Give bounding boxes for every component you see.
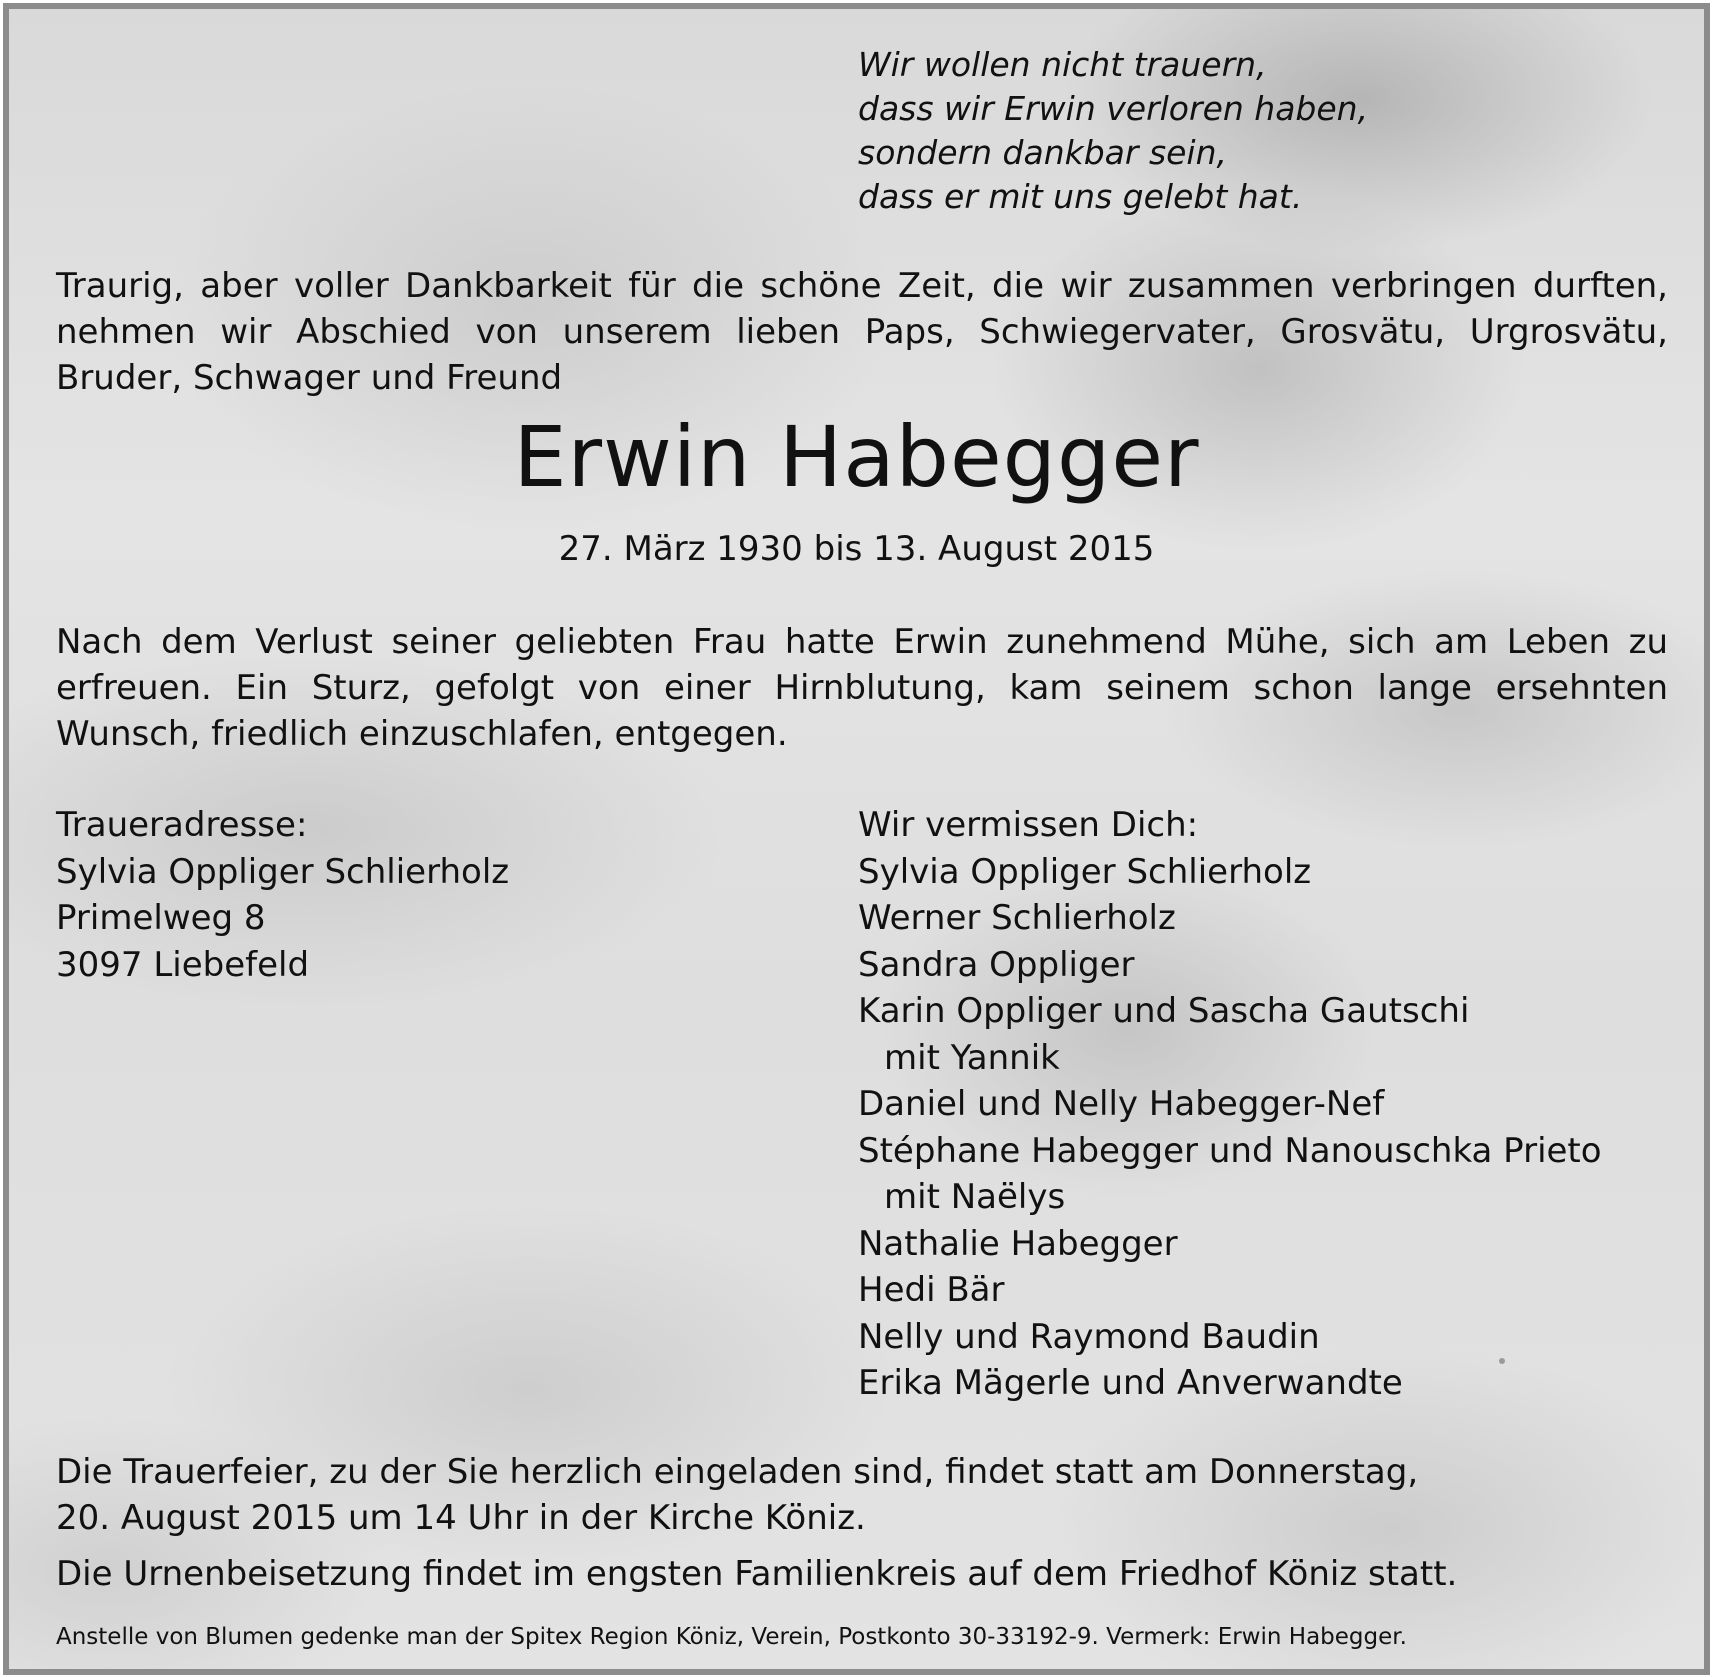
ceremony-paragraph bbox=[56, 1449, 1668, 1541]
life-dates: 27. März 1930 bis 13. August 2015 bbox=[558, 529, 1155, 569]
poem-line: sondern dankbar sein, bbox=[858, 133, 1228, 172]
donation-footnote: Anstelle von Blumen gedenke man der Spitex Region Köniz, Verein, Postkonto 30-33192-9. Vermerk: Erwin Habegger. bbox=[56, 1624, 1407, 1650]
poem-line: dass er mit uns gelebt hat. bbox=[858, 177, 1303, 216]
mourning-address bbox=[56, 802, 509, 988]
mourner-item: Sylvia Oppliger Schlierholz bbox=[858, 851, 1312, 892]
mourner-item: Sandra Oppliger bbox=[858, 944, 1135, 985]
mourner-item: mit Yannik bbox=[884, 1037, 1060, 1078]
mourner-item: Werner Schlierholz bbox=[858, 898, 1176, 938]
ceremony-line: 20. August 2015 um 14 Uhr in der Kirche Köniz. bbox=[56, 1498, 866, 1538]
story-paragraph: Nach dem Verlust seiner geliebten Frau hatte Erwin zunehmend Mühe, sich am Leben zu erfreuen. Ein Sturz, gefolgt von einer Hirnblutung, kam seinem schon lange ersehnten Wunsch, friedlich einzuschlafen, entgegen. bbox=[56, 622, 1668, 754]
mourner-item: Karin Oppliger und Sascha Gautschi bbox=[858, 991, 1470, 1031]
mourner-item: Erika Mägerle und Anverwandte bbox=[858, 1363, 1403, 1403]
address-line: 3097 Liebefeld bbox=[56, 944, 310, 985]
mourner-item: Daniel und Nelly Habegger-Nef bbox=[858, 1084, 1385, 1124]
mourner-item: Nathalie Habegger bbox=[858, 1223, 1178, 1264]
address-heading: Traueradresse: bbox=[56, 805, 308, 845]
address-line: Sylvia Oppliger Schlierholz bbox=[56, 851, 510, 892]
urn-paragraph: Die Urnenbeisetzung findet im engsten Familienkreis auf dem Friedhof Köniz statt. bbox=[56, 1554, 1458, 1594]
poem-line: Wir wollen nicht trauern, bbox=[858, 45, 1267, 84]
ceremony-line: Die Trauerfeier, zu der Sie herzlich eingeladen sind, findet statt am Donnerstag, bbox=[56, 1452, 1419, 1492]
deceased-name: Erwin Habegger bbox=[513, 408, 1200, 506]
mourner-item: Hedi Bär bbox=[858, 1270, 1005, 1310]
mourners-heading: Wir vermissen Dich: bbox=[858, 805, 1199, 845]
mourners-list bbox=[858, 802, 1602, 1407]
poem-line: dass wir Erwin verloren haben, bbox=[858, 89, 1369, 128]
poem bbox=[858, 43, 1368, 219]
mourner-item: Stéphane Habegger und Nanouschka Prieto bbox=[858, 1130, 1602, 1171]
obituary-card bbox=[3, 3, 1710, 1675]
mourner-item: Nelly und Raymond Baudin bbox=[858, 1316, 1320, 1357]
intro-paragraph: Traurig, aber voller Dankbarkeit für die schöne Zeit, die wir zusammen verbringen durften, nehmen wir Abschied von unserem lieben Paps, Schwiegervater, Grosvätu, Urgrosvätu, Bruder, Schwager und Freund bbox=[56, 266, 1668, 398]
dust-speck bbox=[1499, 1358, 1505, 1364]
address-line: Primelweg 8 bbox=[56, 898, 266, 938]
mourner-item: mit Naëlys bbox=[884, 1177, 1066, 1217]
